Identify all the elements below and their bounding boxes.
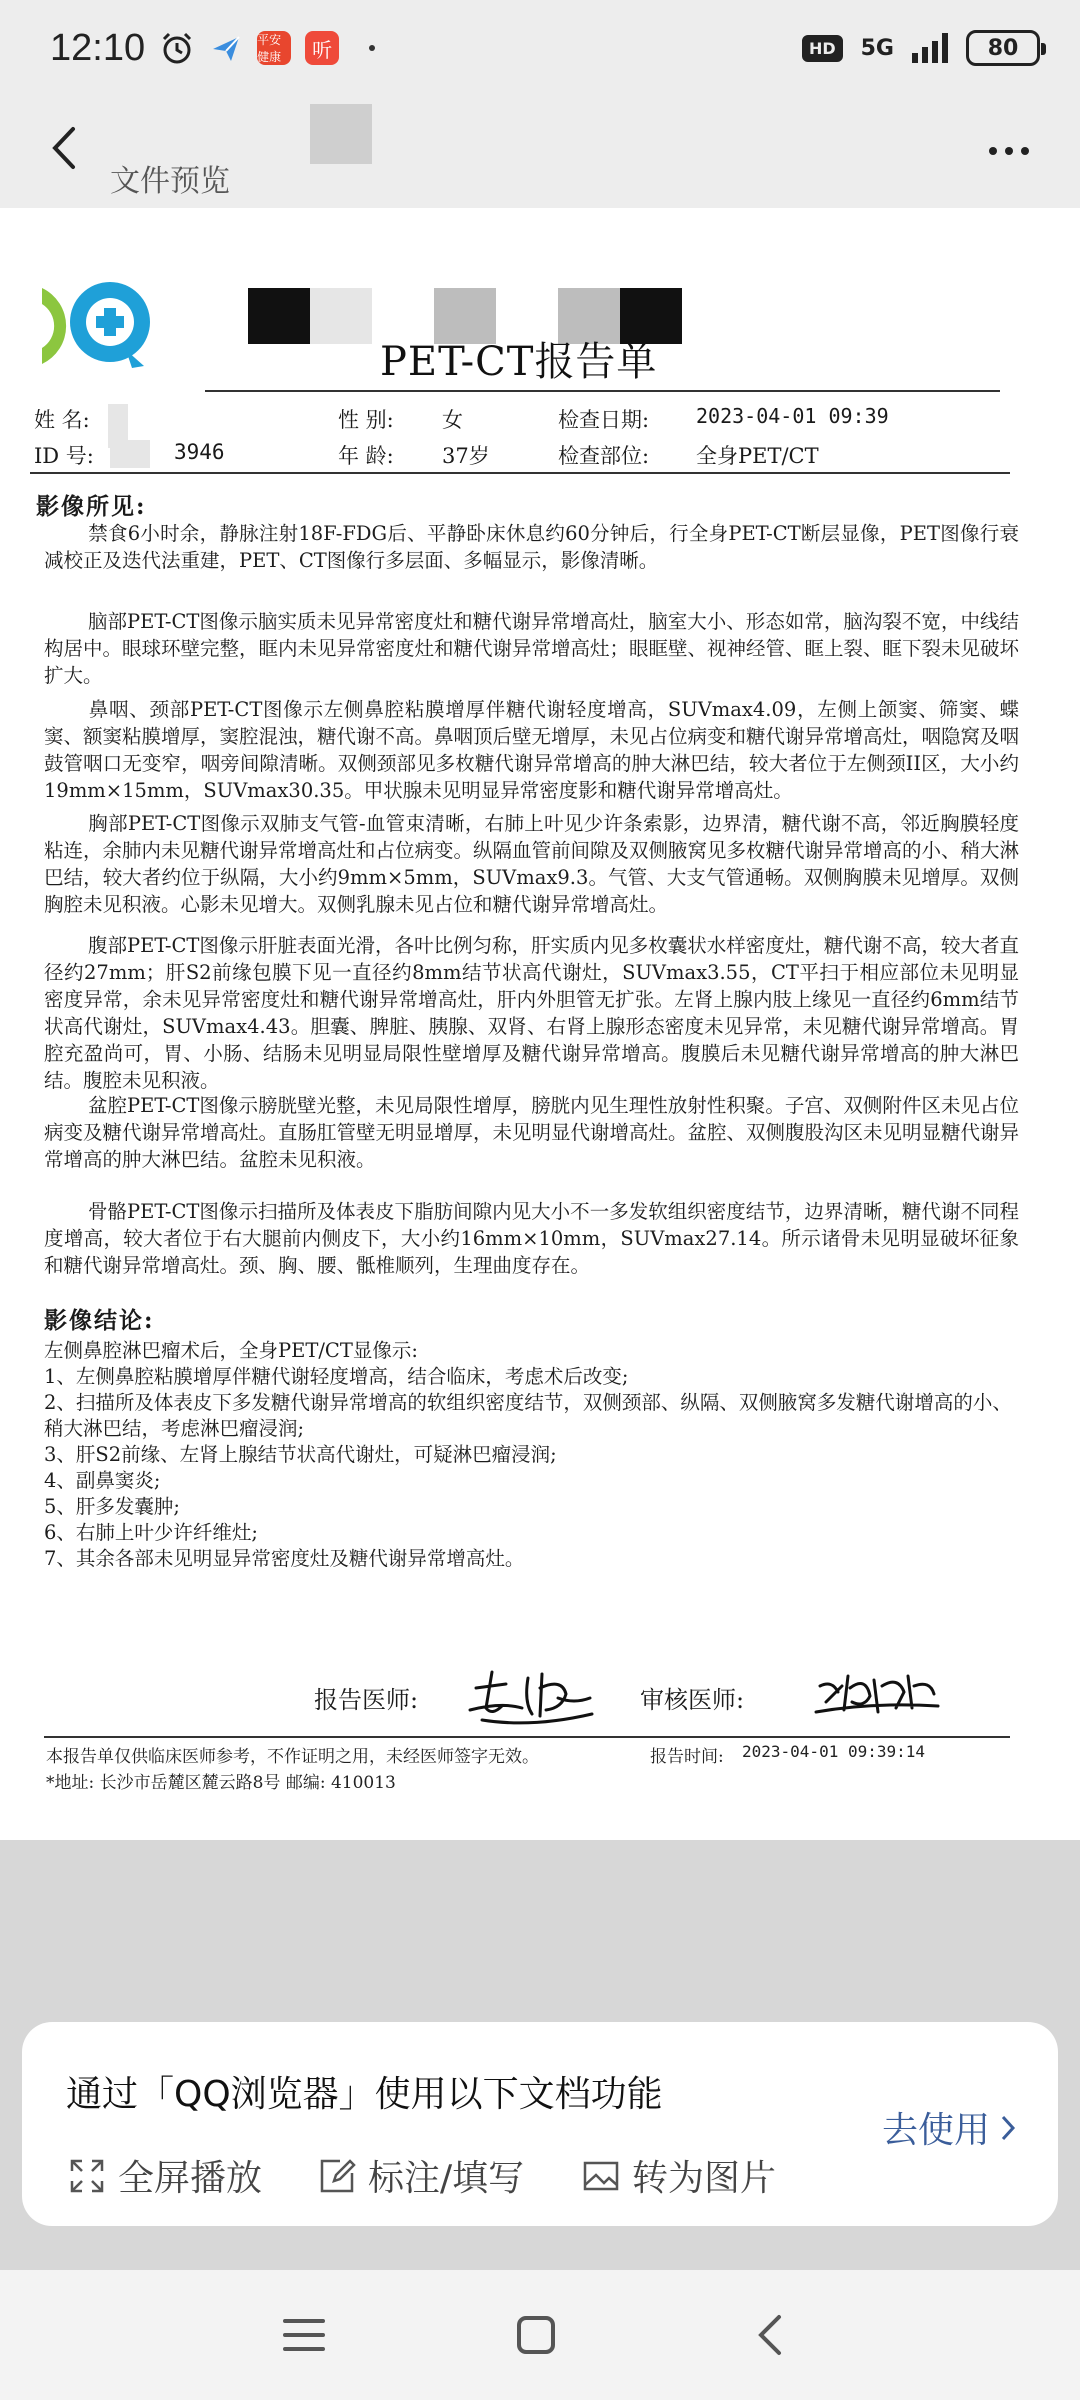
back-button[interactable]: [34, 118, 94, 178]
conclusion-item: 2、扫描所及体表皮下多发糖代谢异常增高的软组织密度结节，双侧颈部、纵隔、双侧腋窝多发糖代谢增高的小、稍大淋巴结，考虑淋巴瘤浸润;: [44, 1391, 1012, 1440]
menu-icon: [283, 2315, 325, 2355]
name-label: 姓 名:: [34, 408, 90, 432]
conclusion-item: 6、右肺上叶少许纤维灶;: [44, 1521, 258, 1544]
conclusion-item: 4、副鼻窦炎;: [44, 1469, 161, 1492]
report-time-label: 报告时间:: [650, 1747, 724, 1767]
exam-date-label: 检查日期:: [558, 408, 650, 432]
chevron-right-icon: [1000, 2114, 1016, 2142]
recent-apps-button[interactable]: [274, 2310, 334, 2360]
system-nav-bar: [0, 2270, 1080, 2400]
conclusion-title: 影像结论:: [44, 1307, 155, 1334]
findings-paragraph: 骨骼PET-CT图像示扫描所及体表皮下脂肪间隙内见大小不一多发软组织密度结节，边界清晰，糖代谢不同程度增高，较大者位于右大腿前内侧皮下，大小约16mm×10mm，SUVmax27.14。所示诸骨未见明显破坏征象和糖代谢异常增高灶。颈、胸、腰、骶椎顺列，生理曲度存在。: [44, 1200, 1019, 1277]
conclusion-item: 5、肝多发囊肿;: [44, 1495, 180, 1518]
conclusion-intro: 左侧鼻腔淋巴瘤术后，全身PET/CT显像示:: [44, 1339, 418, 1362]
home-button[interactable]: [506, 2310, 566, 2360]
qq-browser-promo-card: [22, 2022, 1058, 2226]
image-icon: [582, 2157, 620, 2195]
conclusion-item: 7、其余各部未见明显异常密度灶及糖代谢异常增高灶。: [44, 1547, 525, 1570]
findings-paragraph: 鼻咽、颈部PET-CT图像示左侧鼻腔粘膜增厚伴糖代谢轻度增高，SUVmax4.09，左侧上颌窦、筛窦、蝶窦、额窦粘膜增厚，窦腔混浊，糖代谢不高。鼻咽顶后壁无增厚，未见占位病变和糖代谢异常增高灶，咽隐窝及咽鼓管咽口无变窄，咽旁间隙清晰。双侧颈部见多枚糖代谢异常增高的肿大淋巴结，较大者位于左侧颈II区，大小约19mm×15mm，SUVmax30.35。甲状腺未见明显异常密度影和糖代谢异常增高灶。: [44, 698, 1020, 802]
more-options-button[interactable]: [974, 126, 1044, 176]
disclaimer-text: 本报告单仅供临床医师参考，不作证明之用，未经医师签字无效。: [46, 1747, 539, 1767]
hd-voice-icon: HD: [802, 35, 843, 62]
back-triangle-icon: [755, 2313, 785, 2357]
document-preview[interactable]: [0, 208, 1080, 1840]
pingan-app-icon: 平安健康: [257, 31, 291, 65]
hospital-logo: [36, 278, 156, 374]
go-use-label: 去使用: [881, 2110, 990, 2151]
conclusion-list: [44, 1338, 1019, 1572]
sex-label: 性 别:: [338, 408, 394, 432]
age-label: 年 龄:: [338, 444, 394, 468]
findings-paragraph: 脑部PET-CT图像示脑实质未见异常密度灶和糖代谢异常增高灶，脑室大小、形态如常，脑沟裂不宽，中线结构居中。眼球环壁完整，眶内未见异常密度灶和糖代谢异常增高灶；眼眶壁、视神经管、眶上裂、眶下裂未见破坏扩大。: [44, 610, 1020, 687]
feature-label: 转为图片: [632, 2158, 777, 2199]
findings-paragraph: 腹部PET-CT图像示肝脏表面光滑，各叶比例匀称，肝实质内见多枚囊状水样密度灶，糖代谢不高，较大者直径约27mm；肝S2前缘包膜下见一直径约8mm结节状高代谢灶，SUVmax3.55，CT平扫于相应部位未见明显密度异常，余未见异常密度灶和糖代谢异常增高灶，肝内外胆管无扩张。左肾上腺内肢上缘见一直径约6mm结节状高代谢灶，SUVmax4.43。胆囊、脾脏、胰腺、双肾、右肾上腺形态密度未见异常，未见糖代谢异常增高。胃腔充盈尚可，胃、小肠、结肠未见明显局限性壁增厚及糖代谢异常增高。腹膜后未见糖代谢异常增高的肿大淋巴结。腹腔未见积液。: [44, 934, 1019, 1092]
findings-paragraph: 禁食6小时余，静脉注射18F-FDG后、平静卧床休息约60分钟后，行全身PET-CT断层显像，PET图像行衰减校正及迭代法重建，PET、CT图像行多层面、多幅显示，影像清晰。: [44, 522, 1019, 572]
annotate-fill-feature[interactable]: [318, 2150, 524, 2201]
plane-app-icon: [209, 31, 243, 65]
id-value: 3946: [174, 440, 225, 464]
exam-part-label: 检查部位:: [558, 444, 650, 468]
divider: [205, 390, 1000, 392]
review-doctor-label: 审核医师:: [640, 1686, 745, 1714]
app-bar: [0, 96, 1080, 208]
findings-title: 影像所见:: [36, 493, 147, 520]
divider: [30, 472, 1010, 474]
id-label: ID 号:: [34, 444, 94, 468]
fullscreen-play-feature[interactable]: [68, 2150, 262, 2201]
go-use-button[interactable]: [882, 2102, 1016, 2153]
findings-paragraph: 盆腔PET-CT图像示膀胱壁光整，未见局限性增厚，膀胱内见生理性放射性积聚。子宫、双侧附件区未见占位病变及糖代谢异常增高灶。直肠肛管壁无明显增厚，未见明显代谢增高灶。盆腔、双侧腹股沟区未见明显糖代谢异常增高的肿大淋巴结。盆腔未见积液。: [44, 1094, 1020, 1171]
fullscreen-icon: [68, 2157, 106, 2195]
alarm-icon: [159, 30, 195, 66]
redacted-block: [310, 288, 372, 344]
status-notification-icons: [159, 30, 375, 66]
redacted-filename: [310, 104, 372, 164]
network-type: 5G: [860, 35, 894, 61]
signal-icon: [912, 33, 948, 63]
battery-level: 80: [987, 35, 1019, 61]
page-title: 文件预览: [110, 164, 230, 199]
edit-icon: [318, 2157, 356, 2195]
more-notifications-dot: [369, 45, 375, 51]
redacted-id: [110, 440, 150, 468]
status-bar: [0, 0, 1080, 96]
exam-date-value: 2023-04-01 09:39: [696, 404, 889, 428]
feature-label: 全屏播放: [118, 2158, 263, 2199]
address-text: *地址: 长沙市岳麓区麓云路8号 邮编: 410013: [46, 1773, 396, 1793]
report-doctor-signature: [462, 1658, 602, 1730]
battery-icon: [966, 30, 1040, 66]
conclusion-item: 3、肝S2前缘、左肾上腺结节状高代谢灶，可疑淋巴瘤浸润;: [44, 1443, 557, 1466]
age-value: 37岁: [442, 444, 490, 468]
review-doctor-signature: [812, 1662, 942, 1722]
report-title: PET-CT报告单: [380, 339, 658, 385]
conclusion-item: 1、左侧鼻腔粘膜增厚伴糖代谢轻度增高，结合临床，考虑术后改变;: [44, 1365, 629, 1388]
status-time: 12:10: [50, 26, 146, 69]
home-square-icon: [516, 2315, 556, 2355]
sex-value: 女: [442, 408, 463, 432]
findings-paragraph: 胸部PET-CT图像示双肺支气管-血管束清晰，右肺上叶见少许条索影，边界清，糖代谢不高，邻近胸膜轻度粘连，余肺内未见糖代谢异常增高灶和占位病变。纵隔血管前间隙及双侧腋窝见多枚糖代谢异常增高的小、稍大淋巴结，较大者约位于纵隔，大小约9mm×5mm，SUVmax9.3。气管、大支气管通畅。双侧胸膜未见增厚。双侧胸腔未见积液。心影未见增大。双侧乳腺未见占位和糖代谢异常增高灶。: [44, 812, 1020, 916]
listen-app-icon: 听: [305, 31, 339, 65]
redacted-block: [248, 288, 310, 344]
system-back-button[interactable]: [740, 2310, 800, 2360]
report-time-value: 2023-04-01 09:39:14: [742, 1742, 926, 1761]
promo-title: 通过「QQ浏览器」使用以下文档功能: [66, 2074, 663, 2115]
convert-to-image-feature[interactable]: [582, 2150, 776, 2201]
feature-label: 标注/填写: [368, 2158, 525, 2199]
divider: [44, 1736, 1010, 1738]
exam-part-value: 全身PET/CT: [696, 444, 819, 468]
report-doctor-label: 报告医师:: [314, 1686, 419, 1714]
back-arrow-icon: [49, 125, 79, 171]
